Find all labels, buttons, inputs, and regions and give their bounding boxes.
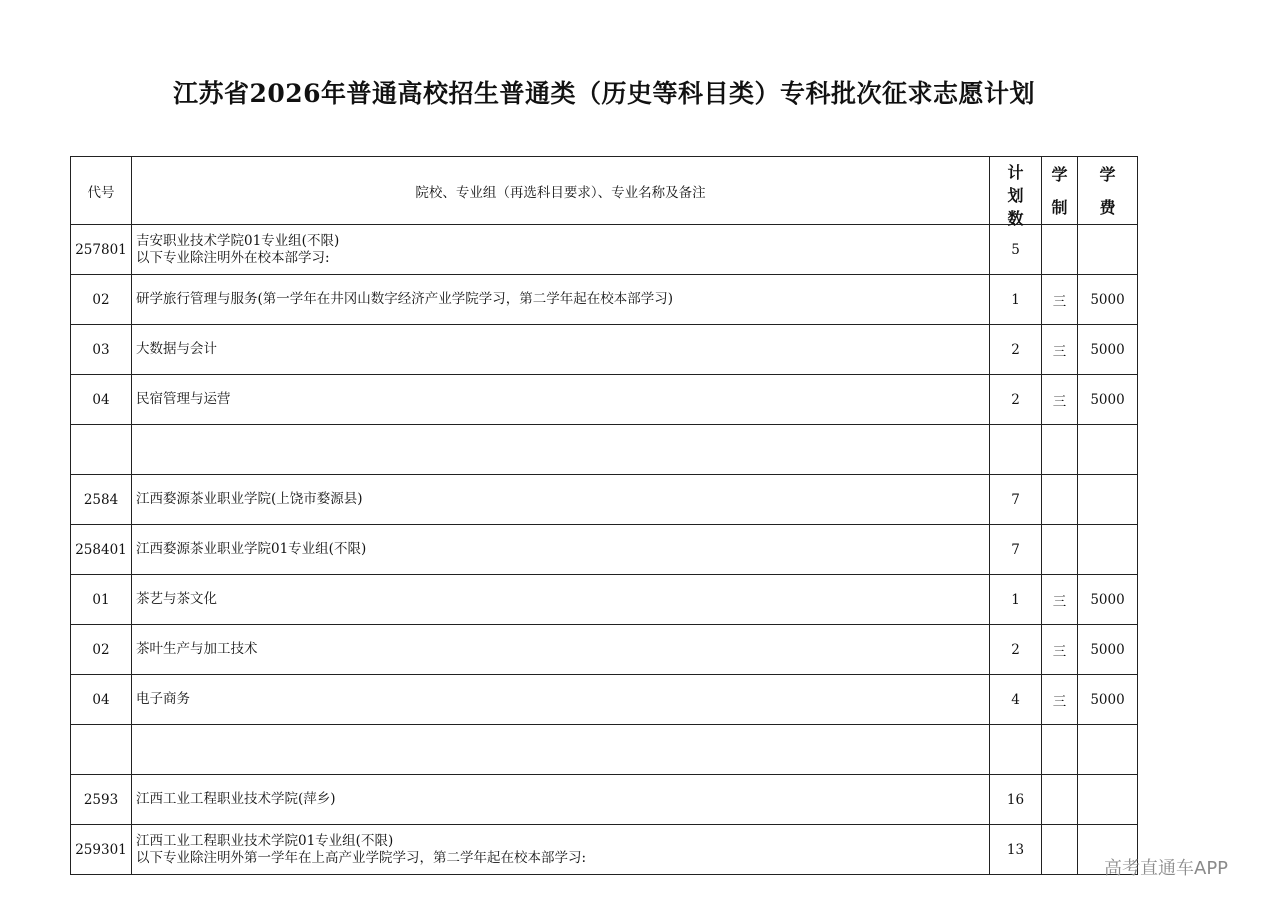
cell-name-line: 江西工业工程职业技术学院(萍乡): [136, 791, 336, 807]
cell-name-line: 电子商务: [136, 691, 190, 707]
cell-code: 259301: [71, 825, 132, 875]
cell-name-line: 以下专业除注明外在校本部学习:: [136, 249, 330, 266]
cell-name: [132, 825, 990, 875]
cell-name-line: 研学旅行管理与服务(第一学年在井冈山数字经济产业学院学习，第二学年起在校本部学习): [136, 291, 674, 307]
enrollment-plan-table: [70, 156, 1138, 875]
table-row: [71, 825, 1138, 875]
cell-code: 02: [71, 625, 132, 675]
cell-name: [132, 525, 990, 575]
cell-plan: 2: [990, 325, 1042, 375]
cell-system: 三: [1042, 375, 1078, 425]
cell-name: [132, 575, 990, 625]
header-fee: [1078, 157, 1138, 225]
cell-system: [1042, 475, 1078, 525]
cell-system: 三: [1042, 625, 1078, 675]
table-row: [71, 625, 1138, 675]
cell-fee: [1078, 525, 1138, 575]
cell-system: [1042, 725, 1078, 775]
header-code: 代号: [71, 157, 132, 225]
cell-name-line: 江西婺源茶业职业学院(上饶市婺源县): [136, 491, 363, 507]
cell-plan: 7: [990, 475, 1042, 525]
cell-system: [1042, 525, 1078, 575]
cell-name: [132, 275, 990, 325]
table-row: [71, 675, 1138, 725]
cell-fee: [1078, 775, 1138, 825]
cell-name-line: 茶艺与茶文化: [136, 591, 217, 607]
cell-name-line: 江西工业工程职业技术学院01专业组(不限): [136, 832, 394, 849]
header-system-char: 学: [1051, 164, 1068, 184]
cell-name: [132, 475, 990, 525]
header-fee-char: 费: [1099, 197, 1116, 217]
cell-name: [132, 675, 990, 725]
cell-fee: 5000: [1078, 275, 1138, 325]
cell-name-line: 大数据与会计: [136, 341, 217, 357]
cell-name: [132, 625, 990, 675]
cell-name: [132, 375, 990, 425]
cell-system: [1042, 825, 1078, 875]
table-row: [71, 275, 1138, 325]
table-row: [71, 525, 1138, 575]
cell-system: 三: [1042, 275, 1078, 325]
cell-plan: 2: [990, 625, 1042, 675]
cell-system: [1042, 425, 1078, 475]
header-system: [1042, 157, 1078, 225]
table-row: [71, 375, 1138, 425]
header-plan: [990, 157, 1042, 228]
cell-code: 04: [71, 375, 132, 425]
cell-code: 258401: [71, 525, 132, 575]
cell-system: 三: [1042, 325, 1078, 375]
cell-code: 257801: [71, 225, 132, 275]
page-title: 江苏省2026年普通高校招生普通类（历史等科目类）专科批次征求志愿计划: [172, 79, 1036, 108]
cell-plan: 1: [990, 575, 1042, 625]
cell-name-line: 民宿管理与运营: [136, 391, 231, 407]
header-plan-char: 计: [1007, 162, 1024, 182]
table-header-row: [71, 157, 1138, 225]
cell-plan: 1: [990, 275, 1042, 325]
cell-name: [132, 775, 990, 825]
cell-fee: [1078, 225, 1138, 275]
header-system-char: 制: [1051, 197, 1068, 217]
cell-code: 04: [71, 675, 132, 725]
cell-fee: 5000: [1078, 375, 1138, 425]
cell-fee: 5000: [1078, 325, 1138, 375]
table-row: [71, 575, 1138, 625]
cell-name-line: 以下专业除注明外第一学年在上高产业学院学习，第二学年起在校本部学习:: [136, 849, 587, 866]
cell-plan: 7: [990, 525, 1042, 575]
cell-plan: 16: [990, 775, 1042, 825]
cell-plan: 5: [990, 225, 1042, 275]
table-row: [71, 725, 1138, 775]
header-plan-char: 数: [1007, 208, 1024, 228]
cell-system: 三: [1042, 575, 1078, 625]
cell-fee: 5000: [1078, 625, 1138, 675]
cell-name: [132, 425, 990, 475]
table-body: [71, 225, 1138, 875]
cell-code: [71, 725, 132, 775]
cell-code: 03: [71, 325, 132, 375]
table-row: [71, 425, 1138, 475]
cell-name: [132, 325, 990, 375]
cell-plan: [990, 725, 1042, 775]
cell-name-line: 江西婺源茶业职业学院01专业组(不限): [136, 541, 367, 557]
cell-system: 三: [1042, 675, 1078, 725]
header-fee-char: 学: [1099, 164, 1116, 184]
cell-name-line: 吉安职业技术学院01专业组(不限): [136, 232, 340, 249]
cell-name-line: 茶叶生产与加工技术: [136, 641, 258, 657]
cell-plan: 4: [990, 675, 1042, 725]
cell-name: [132, 225, 990, 275]
cell-system: [1042, 775, 1078, 825]
cell-plan: [990, 425, 1042, 475]
table-row: [71, 325, 1138, 375]
cell-code: 2593: [71, 775, 132, 825]
cell-name: [132, 725, 990, 775]
table-row: [71, 225, 1138, 275]
cell-fee: [1078, 425, 1138, 475]
header-name: 院校、专业组（再选科目要求）、专业名称及备注: [132, 157, 990, 225]
table-row: [71, 775, 1138, 825]
cell-code: 2584: [71, 475, 132, 525]
cell-fee: 5000: [1078, 575, 1138, 625]
cell-fee: 5000: [1078, 675, 1138, 725]
cell-code: 01: [71, 575, 132, 625]
watermark: 高考直通车APP: [1104, 858, 1229, 879]
cell-plan: 13: [990, 825, 1042, 875]
cell-fee: [1078, 475, 1138, 525]
cell-system: [1042, 225, 1078, 275]
table-row: [71, 475, 1138, 525]
cell-code: 02: [71, 275, 132, 325]
cell-fee: [1078, 725, 1138, 775]
cell-code: [71, 425, 132, 475]
cell-plan: 2: [990, 375, 1042, 425]
header-plan-char: 划: [1007, 185, 1024, 205]
